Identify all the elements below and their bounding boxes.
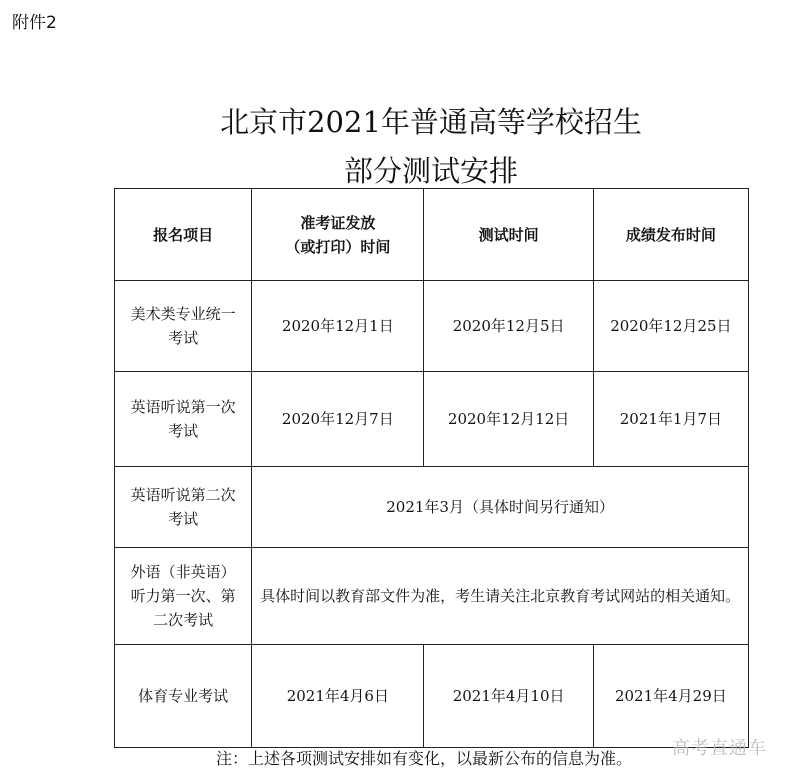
project-line: 英语听说第二次 [130,486,236,504]
row-project [115,372,252,467]
row-admission-date: 2020年12月1日 [252,281,424,372]
header-project: 报名项目 [115,189,252,281]
document-subtitle: 部分测试安排 [343,154,518,188]
project-line: 体育专业考试 [138,687,229,705]
row-admission-date: 2020年12月7日 [252,372,424,467]
header-result-time: 成绩发布时间 [593,189,748,281]
row-test-date: 2020年12月5日 [424,281,593,372]
table-row [115,467,749,548]
row-admission-date: 2021年4月6日 [252,645,424,748]
row-result-date: 2021年1月7日 [593,372,748,467]
row-project [115,281,252,372]
header-admission-ticket [252,189,424,281]
row-result-date: 2020年12月25日 [593,281,748,372]
header-admission-line1: 准考证发放 [300,213,376,232]
schedule-table [114,188,749,748]
project-line: 考试 [168,422,199,440]
table-row [115,548,749,645]
project-line: 美术类专业统一 [130,305,236,323]
project-line: 听力第一次、第 [130,587,236,605]
watermark: 高考直通车 [672,738,767,759]
row-project [115,645,252,748]
project-line: 考试 [168,329,199,347]
row-test-date: 2020年12月12日 [424,372,593,467]
table-header-row [115,189,749,281]
table-row [115,281,749,372]
table-row [115,372,749,467]
footnote: 注：上述各项测试安排如有变化，以最新公布的信息为准。 [216,749,633,768]
row-result-date: 2021年4月29日 [593,645,748,748]
row-project [115,548,252,645]
header-admission-line2: （或打印）时间 [285,237,391,256]
table-row [115,645,749,748]
row-project [115,467,252,548]
project-line: 考试 [168,510,199,528]
row-merged-notice: 具体时间以教育部文件为准，考生请关注北京教育考试网站的相关通知。 [252,548,749,645]
attachment-label: 附件2 [12,13,57,33]
header-test-time: 测试时间 [424,189,593,281]
project-line: 英语听说第一次 [130,398,236,416]
row-merged-schedule: 2021年3月（具体时间另行通知） [252,467,749,548]
document-title: 北京市2021年普通高等学校招生 [220,105,642,139]
row-test-date: 2021年4月10日 [424,645,593,748]
project-line: 外语（非英语） [130,563,236,581]
project-line: 二次考试 [153,611,214,629]
